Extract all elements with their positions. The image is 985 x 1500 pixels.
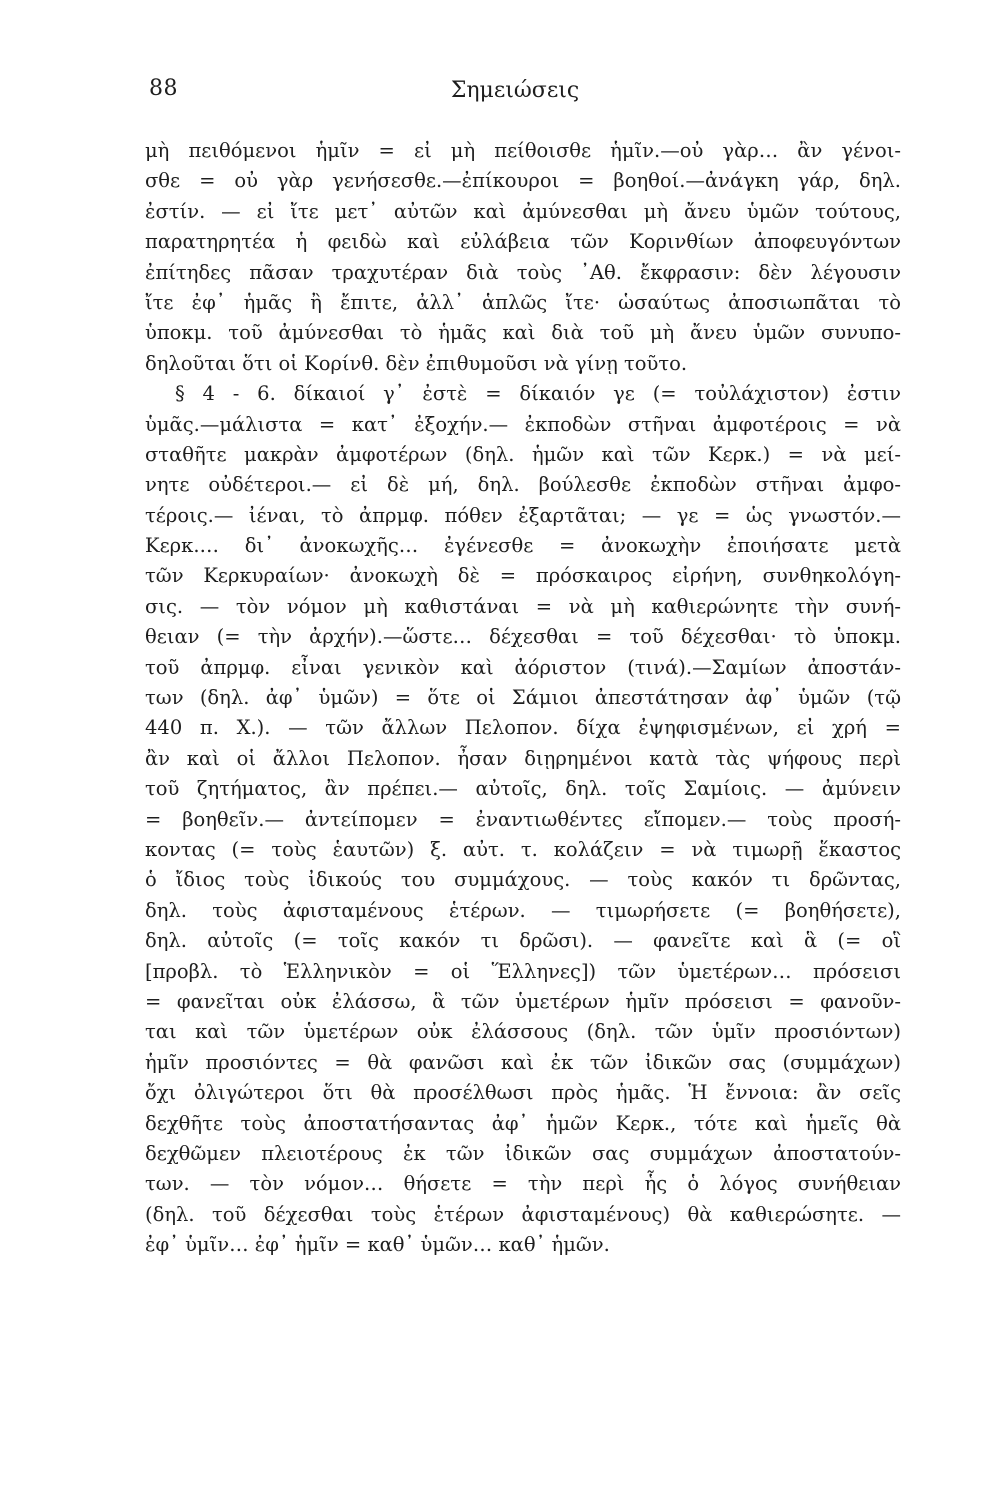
text-line: σις. — τὸν νόμον μὴ καθιστάναι = νὰ μὴ καθιερώνητε τὴν συνή- xyxy=(145,594,901,618)
text-line: ὄχι ὀλιγώτεροι ὅτι θὰ προσέλθωσι πρὸς ἡμᾶς. Ἡ ἔννοια: ἂν σεῖς xyxy=(145,1081,901,1105)
text-line: ἴτε ἐφ᾽ ἡμᾶς ἢ ἔπιτε, ἀλλ᾽ ἁπλῶς ἴτε· ὡσαύτως ἀποσιωπᾶται τὸ xyxy=(145,290,901,314)
text-line: ἐστίν. — εἰ ἴτε μετ᾽ αὐτῶν καὶ ἀμύνεσθαι μὴ ἄνευ ὑμῶν τούτους, xyxy=(145,199,901,223)
text-line: (δηλ. τοῦ δέχεσθαι τοὺς ἑτέρων ἀφισταμένους) θὰ καθιερώσητε. — xyxy=(145,1202,901,1226)
text-line: τῶν Κερκυραίων· ἀνοκωχὴ δὲ = πρόσκαιρος εἰρήνη, συνθηκολόγη- xyxy=(145,564,901,588)
text-line: ἐπίτηδες πᾶσαν τραχυτέραν διὰ τοὺς ᾽Αθ. ἔκφρασιν: δὲν λέγουσιν xyxy=(145,260,901,284)
text-line: τέροις.— ἰέναι, τὸ ἀπρμφ. πόθεν ἐξαρτᾶται; — γε = ὡς γνωστόν.— xyxy=(145,503,901,527)
text-line: ἡμῖν προσιόντες = θὰ φανῶσι καὶ ἐκ τῶν ἰδικῶν σας (συμμάχων) xyxy=(145,1050,901,1074)
text-line: των. — τὸν νόμον… θήσετε = τὴν περὶ ἧς ὁ λόγος συνήθειαν xyxy=(145,1172,901,1196)
text-line: σταθῆτε μακρὰν ἀμφοτέρων (δηλ. ἡμῶν καὶ τῶν Κερκ.) = νὰ μεί- xyxy=(145,442,901,466)
text-line: 440 π. Χ.). — τῶν ἄλλων Πελοπον. δίχα ἐψηφισμένων, εἰ χρή = xyxy=(145,716,901,740)
text-line: δηλ. τοὺς ἀφισταμένους ἑτέρων. — τιμωρήσετε (= βοηθήσετε), xyxy=(145,898,901,922)
text-line: των (δηλ. ἀφ᾽ ὑμῶν) = ὅτε οἱ Σάμιοι ἀπεστάτησαν ἀφ᾽ ὑμῶν (τῷ xyxy=(145,686,901,710)
text-line: δεχθῶμεν πλειοτέρους ἐκ τῶν ἰδικῶν σας συμμάχων ἀποστατούν- xyxy=(145,1141,901,1165)
text-line: παρατηρητέα ἡ φειδὼ καὶ εὐλάβεια τῶν Κορινθίων ἀποφευγόντων xyxy=(145,230,901,254)
text-line: μὴ πειθόμενοι ἡμῖν = εἰ μὴ πείθοισθε ἡμῖν.—οὐ γὰρ… ἂν γένοι- xyxy=(145,139,901,162)
text-line: ἂν καὶ οἱ ἄλλοι Πελοπον. ἦσαν διῃρημένοι κατὰ τὰς ψήφους περὶ xyxy=(145,746,901,770)
text-line: νητε οὐδέτεροι.— εἰ δὲ μή, δηλ. βούλεσθε ἐκποδὼν στῆναι ἀμφο- xyxy=(145,473,901,497)
text-line: σθε = οὐ γὰρ γενήσεσθε.—ἐπίκουροι = βοηθοί.—ἀνάγκη γάρ, δηλ. xyxy=(145,169,901,193)
text-line: ὁ ἴδιος τοὺς ἰδικούς του συμμάχους. — τοὺς κακόν τι δρῶντας, xyxy=(145,868,901,892)
text-line: θειαν (= τὴν ἀρχήν).—ὥστε… δέχεσθαι = τοῦ δέχεσθαι· τὸ ὑποκμ. xyxy=(145,625,901,649)
text-line: δηλ. αὐτοῖς (= τοῖς κακόν τι δρῶσι). — φανεῖτε καὶ ἃ (= οἳ xyxy=(145,929,901,953)
text-line: ται καὶ τῶν ὑμετέρων οὐκ ἐλάσσους (δηλ. τῶν ὑμῖν προσιόντων) xyxy=(145,1020,901,1044)
text-line: τοῦ ἀπρμφ. εἶναι γενικὸν καὶ ἀόριστον (τινά).—Σαμίων ἀποστάν- xyxy=(145,655,901,679)
text-line: ἐφ᾽ ὑμῖν… ἐφ᾽ ἡμῖν = καθ᾽ ὑμῶν… καθ᾽ ἡμῶν. xyxy=(145,1233,610,1257)
text-line: Κερκ.… δι᾽ ἀνοκωχῆς… ἐγένεσθε = ἀνοκωχὴν ἐποιήσατε μετὰ xyxy=(145,534,901,558)
section-heading-line: § 4 - 6. δίκαιοί γ᾽ ἐστὲ = δίκαιόν γε (= τοὐλάχιστον) ἐστιν xyxy=(175,382,901,406)
text-line: ὑμᾶς.—μάλιστα = κατ᾽ ἐξοχήν.— ἐκποδὼν στῆναι ἀμφοτέροις = νὰ xyxy=(145,412,901,436)
text-line: δηλοῦται ὅτι οἱ Κορίνθ. δὲν ἐπιθυμοῦσι νὰ γίνῃ τοῦτο. xyxy=(145,351,688,375)
page-number: 88 xyxy=(149,76,178,101)
text-line: [προβλ. τὸ Ἑλληνικὸν = οἱ Ἕλληνες]) τῶν ὑμετέρων… πρόσεισι xyxy=(145,959,901,983)
text-line: = φανεῖται οὐκ ἐλάσσω, ἃ τῶν ὑμετέρων ἡμῖν πρόσεισι = φανοῦν- xyxy=(145,989,901,1013)
running-title: Σημειώσεις xyxy=(450,78,580,103)
text-line: τοῦ ζητήματος, ἂν πρέπει.— αὐτοῖς, δηλ. τοῖς Σαμίοις. — ἀμύνειν xyxy=(145,777,901,801)
text-line: δεχθῆτε τοὺς ἀποστατήσαντας ἀφ᾽ ἡμῶν Κερκ., τότε καὶ ἡμεῖς θὰ xyxy=(145,1111,901,1135)
text-line: κοντας (= τοὺς ἑαυτῶν) ξ. αὐτ. τ. κολάζειν = νὰ τιμωρῇ ἕκαστος xyxy=(145,837,901,861)
notes-text xyxy=(145,136,901,1260)
text-line: = βοηθεῖν.— ἀντείπομεν = ἐναντιωθέντες εἴπομεν.— τοὺς προσή- xyxy=(145,807,901,831)
text-line: ὑποκμ. τοῦ ἀμύνεσθαι τὸ ἡμᾶς καὶ διὰ τοῦ μὴ ἄνευ ὑμῶν συνυπο- xyxy=(145,321,901,345)
